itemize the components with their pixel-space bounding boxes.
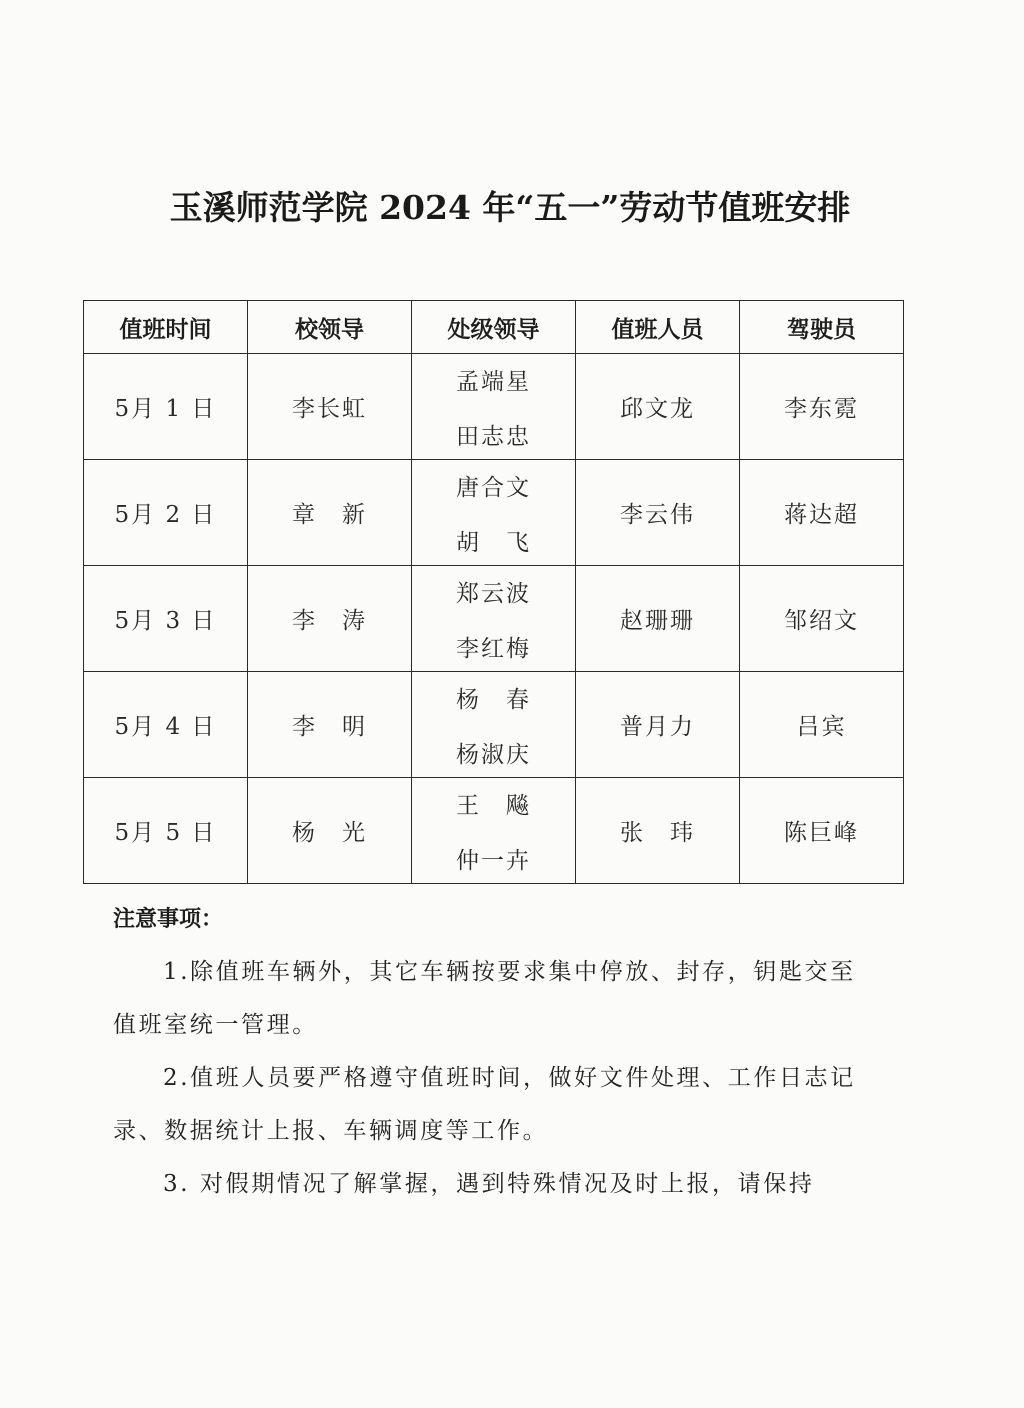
cell-driver: 邹绍文 (740, 566, 904, 672)
cell-duty-staff: 张 玮 (576, 778, 740, 884)
dept-leader-name: 杨 春 (456, 686, 531, 713)
header-duty-time: 值班时间 (84, 301, 248, 354)
cell-duty-staff: 李云伟 (576, 460, 740, 566)
dept-leader-name: 胡 飞 (456, 529, 531, 556)
note-item: 3. 对假期情况了解掌握，遇到特殊情况及时上报，请保持 (163, 1171, 815, 1197)
cell-driver: 蒋达超 (740, 460, 904, 566)
cell-school-leader: 章 新 (248, 460, 412, 566)
cell-duty-staff: 赵珊珊 (576, 566, 740, 672)
cell-date: 5月 5 日 (84, 778, 248, 884)
document-title: 玉溪师范学院 2024 年“五一”劳动节值班安排 (169, 188, 851, 227)
cell-duty-staff: 邱文龙 (576, 354, 740, 460)
cell-driver: 陈巨峰 (740, 778, 904, 884)
notes-heading: 注意事项： (113, 907, 224, 932)
cell-driver: 李东霓 (740, 354, 904, 460)
cell-dept-leaders (412, 354, 576, 460)
cell-dept-leaders (412, 460, 576, 566)
cell-date: 5月 1 日 (84, 354, 248, 460)
header-school-leader: 校领导 (248, 301, 412, 354)
note-item: 2.值班人员要严格遵守值班时间，做好文件处理、工作日志记录、数据统计上报、车辆调度等工作。 (113, 1065, 856, 1144)
cell-school-leader: 李 明 (248, 672, 412, 778)
header-driver: 驾驶员 (740, 301, 904, 354)
cell-dept-leaders (412, 778, 576, 884)
dept-leader-name: 唐合文 (456, 474, 531, 501)
dept-leader-name: 仲一卉 (456, 847, 531, 874)
table-row (84, 354, 904, 460)
cell-dept-leaders (412, 566, 576, 672)
cell-date: 5月 3 日 (84, 566, 248, 672)
duty-schedule-table (83, 300, 904, 884)
cell-dept-leaders (412, 672, 576, 778)
cell-school-leader: 李 涛 (248, 566, 412, 672)
cell-school-leader: 杨 光 (248, 778, 412, 884)
table-row (84, 566, 904, 672)
cell-duty-staff: 普月力 (576, 672, 740, 778)
note-item: 1.除值班车辆外，其它车辆按要求集中停放、封存，钥匙交至值班室统一管理。 (113, 959, 856, 1038)
table-header-row (84, 301, 904, 354)
header-duty-staff: 值班人员 (576, 301, 740, 354)
table-row (84, 672, 904, 778)
dept-leader-name: 郑云波 (456, 580, 531, 607)
table-row (84, 778, 904, 884)
dept-leader-name: 李红梅 (456, 635, 531, 662)
cell-driver: 吕宾 (740, 672, 904, 778)
notes-body (113, 946, 869, 1211)
dept-leader-name: 王 飚 (456, 792, 531, 819)
header-dept-leader: 处级领导 (412, 301, 576, 354)
table-row (84, 460, 904, 566)
cell-date: 5月 4 日 (84, 672, 248, 778)
cell-date: 5月 2 日 (84, 460, 248, 566)
dept-leader-name: 杨淑庆 (456, 741, 531, 768)
dept-leader-name: 田志忠 (456, 423, 531, 450)
cell-school-leader: 李长虹 (248, 354, 412, 460)
dept-leader-name: 孟端星 (456, 368, 531, 395)
